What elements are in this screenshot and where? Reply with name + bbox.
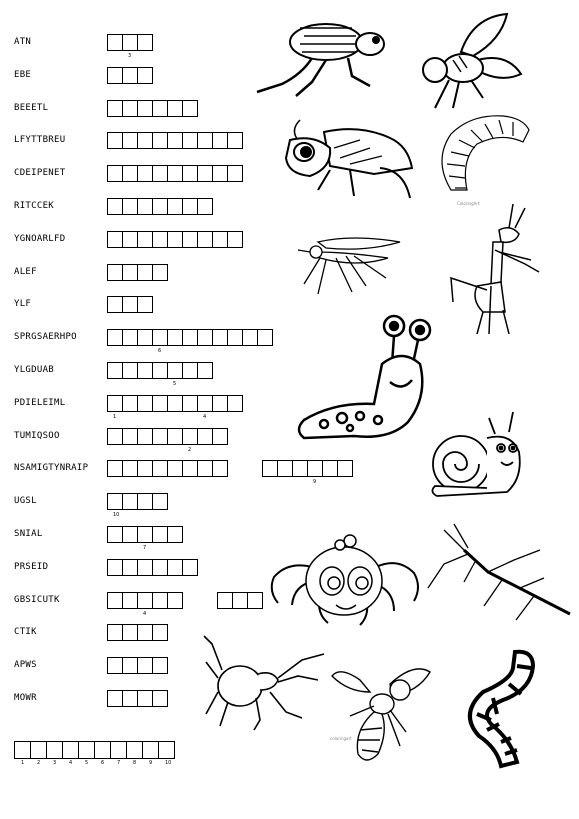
snail-icon — [427, 408, 527, 508]
stick-insect-icon — [424, 520, 572, 624]
letter-box[interactable] — [152, 526, 168, 543]
letter-box[interactable] — [122, 395, 138, 412]
letter-box[interactable] — [182, 132, 198, 149]
letter-box[interactable] — [167, 165, 183, 182]
answer-box[interactable] — [94, 741, 111, 766]
letter-box[interactable] — [212, 165, 228, 182]
letter-box[interactable] — [122, 231, 138, 248]
letter-box[interactable] — [167, 362, 183, 387]
letter-box[interactable] — [182, 559, 198, 576]
scrambled-word: APWS — [14, 660, 37, 670]
hint-number: 10 — [113, 512, 120, 518]
letter-box[interactable] — [212, 132, 228, 149]
letter-box[interactable] — [122, 264, 138, 281]
answer-number: 6 — [101, 760, 105, 766]
scrambled-word: NSAMIGTYNRAIP — [14, 463, 89, 473]
letter-box[interactable] — [167, 395, 183, 412]
scrambled-word: BEEETL — [14, 103, 49, 113]
answer-box[interactable] — [158, 741, 175, 766]
letter-box[interactable] — [137, 198, 153, 215]
letter-box[interactable] — [307, 460, 323, 485]
answer-box[interactable] — [78, 741, 95, 766]
letter-box[interactable] — [232, 592, 248, 609]
letter-box[interactable] — [197, 329, 213, 346]
letter-box[interactable] — [137, 493, 153, 510]
letter-box-group — [107, 362, 213, 387]
letter-box[interactable] — [247, 592, 263, 609]
final-answer-boxes — [14, 741, 175, 766]
letter-box[interactable] — [137, 460, 153, 477]
letter-box[interactable] — [212, 329, 228, 346]
letter-box-group — [107, 132, 243, 149]
letter-box-group — [107, 592, 183, 617]
letter-box-group — [107, 428, 228, 453]
letter-box[interactable] — [227, 395, 243, 412]
letter-box[interactable] — [167, 526, 183, 543]
hint-number: 7 — [143, 545, 147, 551]
letter-box[interactable] — [197, 198, 213, 215]
letter-box[interactable] — [107, 526, 123, 543]
scrambled-word: CDEIPENET — [14, 168, 66, 178]
letter-box[interactable] — [197, 132, 213, 149]
letter-box-group — [107, 296, 153, 313]
letter-box-group — [107, 493, 168, 518]
letter-box[interactable] — [122, 690, 138, 707]
letter-box[interactable] — [107, 460, 123, 477]
answer-number: 10 — [165, 760, 172, 766]
scrambled-word: TUMIQSOO — [14, 431, 60, 441]
grasshopper-icon — [270, 118, 415, 204]
letter-box[interactable] — [197, 362, 213, 379]
letter-box[interactable] — [242, 329, 258, 346]
letter-box-group — [217, 592, 263, 609]
letter-box[interactable] — [182, 231, 198, 248]
letter-box[interactable] — [167, 231, 183, 248]
scrambled-word: ATN — [14, 37, 32, 47]
letter-box[interactable] — [152, 165, 168, 182]
letter-box[interactable] — [167, 132, 183, 149]
scrambled-word: EBE — [14, 70, 32, 80]
worm-icon — [457, 644, 545, 774]
answer-box[interactable] — [30, 741, 47, 766]
letter-box[interactable] — [152, 100, 168, 117]
letter-box[interactable] — [197, 428, 213, 445]
letter-box[interactable] — [107, 231, 123, 248]
letter-box[interactable] — [122, 100, 138, 117]
letter-box[interactable] — [152, 690, 168, 707]
letter-box[interactable] — [167, 329, 183, 346]
letter-box[interactable] — [152, 493, 168, 510]
letter-box[interactable] — [107, 624, 123, 641]
answer-number: 3 — [53, 760, 57, 766]
scrambled-word: UGSL — [14, 496, 37, 506]
fly-icon — [413, 12, 525, 116]
letter-box[interactable] — [212, 460, 228, 477]
letter-box[interactable] — [212, 395, 228, 412]
scrambled-word: LFYTTBREU — [14, 135, 66, 145]
letter-box[interactable] — [107, 100, 123, 117]
letter-box[interactable] — [152, 231, 168, 248]
scrambled-word: ALEF — [14, 267, 37, 277]
letter-box[interactable] — [137, 264, 153, 281]
letter-box[interactable] — [322, 460, 338, 477]
letter-box[interactable] — [197, 165, 213, 182]
scrambled-word: RITCCEK — [14, 201, 55, 211]
letter-box[interactable] — [167, 592, 183, 609]
answer-box[interactable] — [62, 741, 79, 766]
scrambled-word: MOWR — [14, 693, 37, 703]
answer-box[interactable] — [46, 741, 63, 766]
letter-box[interactable] — [212, 428, 228, 445]
letter-box[interactable] — [152, 264, 168, 281]
letter-box-group — [107, 526, 183, 551]
letter-box[interactable] — [182, 198, 198, 215]
letter-box[interactable] — [152, 198, 168, 215]
letter-box-group — [107, 198, 213, 215]
letter-box[interactable] — [137, 592, 153, 617]
letter-box[interactable] — [122, 526, 138, 543]
letter-box[interactable] — [182, 165, 198, 182]
letter-box[interactable] — [137, 690, 153, 707]
hint-number: 2 — [188, 447, 192, 453]
hint-number: 4 — [143, 611, 147, 617]
answer-number: 8 — [133, 760, 137, 766]
letter-box[interactable] — [122, 296, 138, 313]
scrambled-word: CTIK — [14, 627, 37, 637]
letter-box[interactable] — [122, 165, 138, 182]
letter-box[interactable] — [122, 657, 138, 674]
letter-box[interactable] — [137, 362, 153, 379]
letter-box[interactable] — [122, 428, 138, 445]
letter-box[interactable] — [182, 362, 198, 379]
letter-box[interactable] — [137, 34, 153, 51]
watermark-text: ColoringArt — [457, 201, 480, 206]
letter-box[interactable] — [122, 460, 138, 477]
slug-icon — [294, 312, 419, 450]
letter-box[interactable] — [152, 592, 168, 609]
scrambled-word: YGNOARLFD — [14, 234, 66, 244]
letter-box[interactable] — [137, 231, 153, 248]
letter-box[interactable] — [137, 165, 153, 182]
hint-number: 3 — [128, 53, 132, 59]
letter-box[interactable] — [217, 592, 233, 609]
letter-box[interactable] — [152, 395, 168, 412]
letter-box[interactable] — [107, 428, 123, 445]
hint-number: 9 — [313, 479, 317, 485]
letter-box[interactable] — [227, 231, 243, 248]
letter-box[interactable] — [122, 592, 138, 609]
scrambled-word: PRSEID — [14, 562, 49, 572]
wasp-icon — [330, 660, 432, 774]
letter-box[interactable] — [182, 329, 198, 346]
letter-box[interactable] — [107, 493, 123, 518]
letter-box[interactable] — [137, 67, 153, 84]
letter-box[interactable] — [122, 624, 138, 641]
letter-box[interactable] — [137, 428, 153, 445]
letter-box[interactable] — [122, 132, 138, 149]
letter-box-group — [107, 264, 168, 281]
mosquito-icon — [296, 232, 406, 306]
letter-box[interactable] — [262, 460, 278, 477]
answer-box[interactable] — [142, 741, 159, 766]
letter-box-group — [107, 231, 243, 248]
letter-box-group — [107, 34, 153, 59]
letter-box[interactable] — [292, 460, 308, 477]
letter-box[interactable] — [122, 198, 138, 215]
letter-box-group — [107, 67, 153, 84]
letter-box[interactable] — [107, 34, 123, 51]
answer-number: 7 — [117, 760, 121, 766]
letter-box[interactable] — [227, 132, 243, 149]
letter-box[interactable] — [107, 264, 123, 281]
letter-box[interactable] — [152, 559, 168, 576]
hint-number: 4 — [203, 414, 207, 420]
letter-box[interactable] — [107, 198, 123, 215]
letter-box-group — [107, 100, 198, 117]
letter-box[interactable] — [122, 34, 138, 59]
letter-box[interactable] — [197, 231, 213, 248]
letter-box[interactable] — [167, 198, 183, 215]
letter-box[interactable] — [197, 460, 213, 477]
letter-box[interactable] — [107, 362, 123, 379]
letter-box[interactable] — [137, 526, 153, 551]
letter-box-group — [107, 395, 243, 420]
letter-box-group — [107, 657, 168, 674]
letter-box[interactable] — [182, 100, 198, 117]
letter-box[interactable] — [167, 428, 183, 445]
letter-box-group — [262, 460, 353, 485]
scrambled-word: YLGDUAB — [14, 365, 55, 375]
letter-box-group — [107, 690, 168, 707]
letter-box[interactable] — [212, 231, 228, 248]
letter-box[interactable] — [167, 460, 183, 477]
letter-box-group — [107, 460, 228, 477]
letter-box[interactable] — [152, 460, 168, 477]
letter-box[interactable] — [107, 559, 123, 576]
scrambled-word: GBSICUTK — [14, 595, 60, 605]
answer-box[interactable] — [14, 741, 31, 766]
tick-icon — [202, 630, 327, 734]
letter-box[interactable] — [182, 395, 198, 412]
letter-box[interactable] — [107, 395, 123, 420]
letter-box-group — [107, 559, 198, 576]
letter-box[interactable] — [122, 493, 138, 510]
letter-box[interactable] — [107, 296, 123, 313]
letter-box[interactable] — [107, 67, 123, 84]
millipede-icon — [431, 110, 531, 209]
hint-number: 5 — [173, 381, 177, 387]
letter-box[interactable] — [152, 362, 168, 379]
letter-box-group — [107, 624, 168, 641]
letter-box[interactable] — [152, 329, 168, 354]
letter-box[interactable] — [122, 67, 138, 84]
letter-box[interactable] — [167, 100, 183, 117]
letter-box[interactable] — [277, 460, 293, 477]
hint-number: 1 — [113, 414, 117, 420]
letter-box[interactable] — [152, 624, 168, 641]
answer-number: 1 — [21, 760, 25, 766]
letter-box[interactable] — [137, 624, 153, 641]
letter-box[interactable] — [122, 329, 138, 346]
scrambled-word: PDIELEIML — [14, 398, 66, 408]
letter-box[interactable] — [182, 460, 198, 477]
letter-box[interactable] — [107, 132, 123, 149]
letter-box[interactable] — [137, 132, 153, 149]
letter-box[interactable] — [107, 165, 123, 182]
letter-box[interactable] — [257, 329, 273, 346]
answer-box[interactable] — [126, 741, 143, 766]
spider-icon — [268, 527, 423, 631]
letter-box[interactable] — [152, 428, 168, 445]
letter-box[interactable] — [137, 657, 153, 674]
scrambled-word: SNIAL — [14, 529, 43, 539]
letter-box[interactable] — [107, 592, 123, 609]
letter-box[interactable] — [152, 132, 168, 149]
letter-box-group — [107, 165, 243, 182]
answer-number: 9 — [149, 760, 153, 766]
hint-number: 6 — [158, 348, 162, 354]
scrambled-word: SPRGSAERHPO — [14, 332, 77, 342]
letter-box[interactable] — [107, 690, 123, 707]
scrambled-word: YLF — [14, 299, 32, 309]
letter-box[interactable] — [137, 100, 153, 117]
flea-icon — [252, 14, 387, 100]
answer-number: 2 — [37, 760, 41, 766]
letter-box[interactable] — [122, 559, 138, 576]
letter-box[interactable] — [137, 559, 153, 576]
letter-box[interactable] — [137, 395, 153, 412]
answer-number: 5 — [85, 760, 89, 766]
praying-mantis-icon — [443, 202, 543, 342]
letter-box[interactable] — [107, 657, 123, 674]
letter-box[interactable] — [227, 165, 243, 182]
answer-box[interactable] — [110, 741, 127, 766]
letter-box[interactable] — [137, 296, 153, 313]
letter-box-group — [107, 329, 273, 354]
watermark-text: coloringart — [330, 736, 352, 741]
letter-box[interactable] — [197, 395, 213, 420]
letter-box[interactable] — [107, 329, 123, 346]
letter-box[interactable] — [167, 559, 183, 576]
letter-box[interactable] — [152, 657, 168, 674]
answer-number: 4 — [69, 760, 73, 766]
letter-box[interactable] — [227, 329, 243, 346]
letter-box[interactable] — [122, 362, 138, 379]
letter-box[interactable] — [337, 460, 353, 477]
letter-box[interactable] — [137, 329, 153, 346]
letter-box[interactable] — [182, 428, 198, 453]
